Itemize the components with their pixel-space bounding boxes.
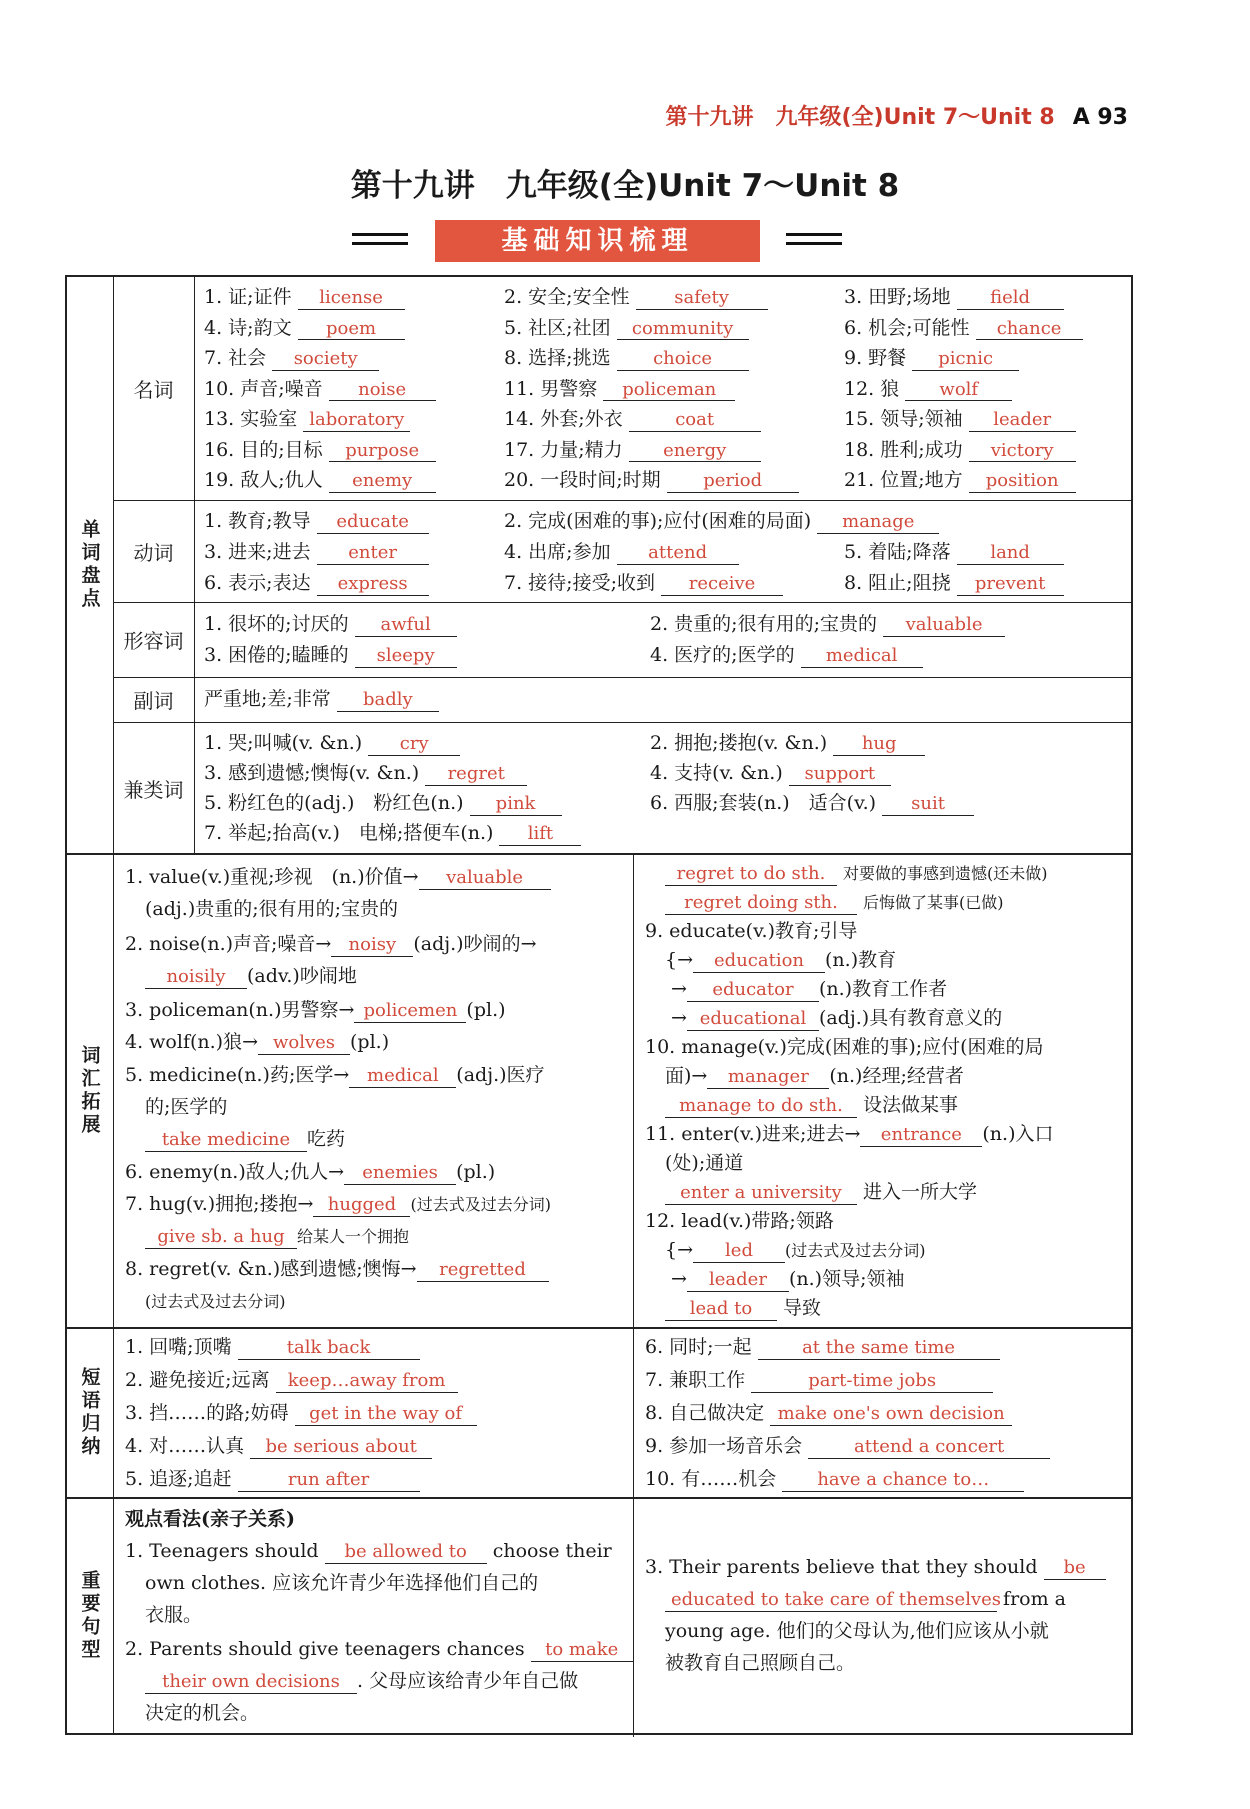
sentence-item: young age. 他们的父母认为,他们应该从小就 bbox=[665, 1620, 1049, 1642]
phrase-item bbox=[645, 1467, 1024, 1492]
noun-label: 名词 bbox=[113, 277, 195, 500]
expand-side-label: 词汇拓展 bbox=[67, 855, 114, 1327]
expand-item: give sb. a hug 给某人一个拥抱 bbox=[145, 1224, 409, 1249]
verb-label: 动词 bbox=[113, 500, 195, 602]
noun-answer: enemy bbox=[329, 471, 436, 493]
phrase-prompt: 6. 同时;一起 bbox=[645, 1336, 752, 1358]
noun-answer: license bbox=[298, 288, 405, 310]
phrase-prompt: 2. 避免接近;远离 bbox=[125, 1369, 270, 1391]
phrase-answer: be serious about bbox=[250, 1437, 432, 1459]
divider bbox=[113, 677, 1131, 678]
adj-row: 3. 困倦的;瞌睡的 sleepy bbox=[204, 643, 457, 668]
phrase-item bbox=[125, 1434, 432, 1459]
phrase-answer: have a chance to… bbox=[782, 1470, 1024, 1492]
expand-item: 7. hug(v.)拥抱;搂抱→ hugged (过去式及过去分词) bbox=[125, 1193, 551, 1215]
banner-right-rule bbox=[786, 233, 842, 245]
noun-prompt: 9. 野餐 bbox=[844, 347, 907, 369]
noun-item bbox=[504, 468, 799, 493]
expand-item: manage to do sth. 设法做某事 bbox=[665, 1093, 958, 1118]
noun-prompt: 5. 社区;社团 bbox=[504, 316, 611, 339]
noun-item bbox=[504, 377, 735, 402]
phrase-item bbox=[645, 1401, 1012, 1426]
noun-prompt: 15. 领导;领袖 bbox=[844, 408, 963, 430]
phrase-item bbox=[645, 1335, 1000, 1360]
expand-item: 9. educate(v.)教育;引导 bbox=[645, 920, 858, 942]
expand-item: → educator (n.)教育工作者 bbox=[665, 978, 948, 1000]
noun-prompt: 10. 声音;噪音 bbox=[204, 377, 323, 400]
verb-row: 5. 着陆;降落 land bbox=[844, 540, 1064, 565]
phrase-prompt: 3. 挡……的路;妨碍 bbox=[125, 1402, 289, 1424]
phrase-prompt: 7. 兼职工作 bbox=[645, 1369, 746, 1391]
sentence-item: their own decisions . 父母应该给青少年自己做 bbox=[145, 1669, 578, 1694]
noun-item bbox=[844, 468, 1076, 493]
phrase-answer: part-time jobs bbox=[751, 1371, 993, 1393]
noun-item bbox=[844, 316, 1083, 341]
noun-item bbox=[844, 407, 1076, 432]
expand-item: {→ education (n.)教育 bbox=[665, 949, 897, 971]
phrase-item bbox=[125, 1467, 420, 1492]
noun-prompt: 3. 田野;场地 bbox=[844, 286, 951, 308]
noun-prompt: 18. 胜利;成功 bbox=[844, 438, 963, 461]
expand-item: {→ led (过去式及过去分词) bbox=[665, 1239, 926, 1261]
phrase-prompt: 1. 回嘴;顶嘴 bbox=[125, 1336, 232, 1358]
expand-item: regret doing sth. 后悔做了某事(已做) bbox=[665, 890, 1004, 915]
noun-item bbox=[504, 438, 761, 463]
noun-prompt: 11. 男警察 bbox=[504, 377, 598, 400]
noun-answer: picnic bbox=[912, 349, 1019, 371]
words-section bbox=[65, 275, 1133, 855]
phrases-section bbox=[65, 1327, 1133, 1499]
noun-answer: position bbox=[969, 471, 1076, 493]
phrase-answer: talk back bbox=[238, 1338, 420, 1360]
sentence-item: own clothes. 应该允许青少年选择他们自己的 bbox=[145, 1572, 539, 1594]
sentence-item: 2. Parents should give teenagers chances to make bbox=[125, 1637, 633, 1662]
expand-item: 10. manage(v.)完成(困难的事);应付(困难的局 bbox=[645, 1036, 1044, 1058]
adj-row: 4. 医疗的;医学的 medical bbox=[650, 643, 923, 668]
noun-answer: safety bbox=[636, 288, 768, 310]
divider bbox=[113, 722, 1131, 723]
phrase-prompt: 9. 参加一场音乐会 bbox=[645, 1435, 803, 1457]
noun-item bbox=[504, 285, 768, 310]
phrase-answer: attend a concert bbox=[808, 1437, 1050, 1459]
sentence-item: 3. Their parents believe that they should be bbox=[645, 1555, 1106, 1580]
noun-prompt: 16. 目的;目标 bbox=[204, 438, 323, 461]
noun-prompt: 6. 机会;可能性 bbox=[844, 316, 970, 339]
divider bbox=[113, 602, 1131, 603]
adj-row: 1. 很坏的;讨厌的 awful bbox=[204, 612, 457, 637]
noun-prompt: 7. 社会 bbox=[204, 347, 267, 369]
expand-item: 8. regret(v. &n.)感到遗憾;懊悔→ regretted bbox=[125, 1257, 549, 1282]
noun-item bbox=[204, 377, 436, 402]
noun-answer: choice bbox=[617, 349, 749, 371]
expand-item: noisily (adv.)吵闹地 bbox=[145, 964, 357, 989]
page-number: A 93 bbox=[1072, 105, 1128, 130]
phrase-item bbox=[125, 1335, 420, 1360]
noun-prompt: 20. 一段时间;时期 bbox=[504, 469, 661, 491]
expand-item: 1. value(v.)重视;珍视 (n.)价值→ valuable bbox=[125, 865, 551, 890]
sentence-item: 决定的机会。 bbox=[145, 1702, 260, 1724]
expand-item: (处);通道 bbox=[665, 1152, 744, 1174]
phrase-prompt: 10. 有……机会 bbox=[645, 1468, 777, 1490]
noun-prompt: 4. 诗;韵文 bbox=[204, 316, 292, 339]
verb-row: 2. 完成(困难的事);应付(困难的局面) manage bbox=[504, 509, 939, 534]
adj-row: 2. 贵重的;很有用的;宝贵的 valuable bbox=[650, 612, 1005, 637]
multi-row: 7. 举起;抬高(v.) 电梯;搭便车(n.) lift bbox=[204, 821, 581, 846]
expand-item: 面)→ manager (n.)经理;经营者 bbox=[665, 1065, 964, 1087]
sentence-item: 衣服。 bbox=[145, 1604, 203, 1626]
noun-item bbox=[204, 438, 436, 463]
multi-row: 1. 哭;叫喊(v. &n.) cry bbox=[204, 731, 460, 756]
section-banner: 基础知识梳理 bbox=[435, 220, 760, 262]
sentences-side-label: 重要句型 bbox=[67, 1499, 114, 1733]
phrase-answer: at the same time bbox=[758, 1338, 1000, 1360]
noun-item bbox=[204, 346, 379, 371]
phrase-item bbox=[645, 1368, 993, 1393]
noun-item bbox=[844, 346, 1019, 371]
noun-answer: period bbox=[667, 471, 799, 493]
noun-answer: noise bbox=[329, 380, 436, 402]
multi-label: 兼类词 bbox=[113, 722, 195, 855]
words-side-label: 单词盘点 bbox=[67, 277, 114, 853]
expand-item: take medicine 吃药 bbox=[145, 1127, 345, 1152]
noun-prompt: 14. 外套;外衣 bbox=[504, 408, 623, 430]
expand-item: enter a university 进入一所大学 bbox=[665, 1180, 977, 1205]
noun-item bbox=[844, 285, 1064, 310]
noun-prompt: 17. 力量;精力 bbox=[504, 438, 623, 461]
noun-prompt: 19. 敌人;仇人 bbox=[204, 469, 323, 491]
noun-item bbox=[504, 407, 761, 432]
noun-answer: poem bbox=[298, 319, 405, 341]
noun-item bbox=[204, 316, 405, 341]
noun-answer: field bbox=[957, 288, 1064, 310]
expand-item: 11. enter(v.)进来;进去→ entrance (n.)入口 bbox=[645, 1123, 1054, 1145]
running-head bbox=[665, 100, 1128, 131]
expand-item: lead to 导致 bbox=[665, 1296, 821, 1321]
phrase-item bbox=[125, 1368, 458, 1393]
sentences-section bbox=[65, 1497, 1133, 1735]
noun-item bbox=[204, 285, 405, 310]
noun-prompt: 1. 证;证件 bbox=[204, 286, 292, 308]
running-head-title: 第十九讲 九年级(全)Unit 7～Unit 8 bbox=[665, 105, 1055, 130]
verb-row: 7. 接待;接受;收到 receive bbox=[504, 571, 783, 596]
noun-answer: policeman bbox=[603, 380, 735, 402]
phrase-item bbox=[125, 1401, 477, 1426]
noun-prompt: 2. 安全;安全性 bbox=[504, 286, 630, 308]
column-divider bbox=[633, 1329, 634, 1501]
verb-row: 8. 阻止;阻挠 prevent bbox=[844, 571, 1064, 596]
noun-answer: community bbox=[617, 319, 749, 341]
multi-row: 6. 西服;套装(n.) 适合(v.) suit bbox=[650, 791, 974, 816]
multi-row: 4. 支持(v. &n.) support bbox=[650, 761, 891, 786]
noun-item bbox=[844, 438, 1076, 463]
banner-left-rule bbox=[352, 233, 408, 245]
divider bbox=[113, 500, 1131, 501]
phrase-item bbox=[645, 1434, 1050, 1459]
phrase-prompt: 8. 自己做决定 bbox=[645, 1402, 765, 1424]
noun-answer: laboratory bbox=[303, 410, 410, 432]
phrase-answer: get in the way of bbox=[295, 1404, 477, 1426]
expand-item: (过去式及过去分词) bbox=[145, 1292, 286, 1311]
noun-answer: wolf bbox=[905, 380, 1012, 402]
expand-item: 的;医学的 bbox=[145, 1096, 228, 1118]
noun-prompt: 8. 选择;挑选 bbox=[504, 347, 611, 369]
sentence-item: 被教育自己照顾自己。 bbox=[665, 1652, 856, 1674]
expand-item: 2. noise(n.)声音;噪音→ noisy (adj.)吵闹的→ bbox=[125, 933, 537, 955]
page-title: 第十九讲 九年级(全)Unit 7～Unit 8 bbox=[350, 168, 900, 204]
verb-row: 1. 教育;教导 educate bbox=[204, 509, 429, 534]
noun-item bbox=[204, 468, 436, 493]
adv-label: 副词 bbox=[113, 677, 195, 722]
noun-item bbox=[504, 316, 749, 341]
expand-item: → leader (n.)领导;领袖 bbox=[665, 1268, 905, 1290]
noun-item bbox=[844, 377, 1012, 402]
sentence-heading: 观点看法(亲子关系) bbox=[125, 1508, 295, 1530]
expand-item: → educational (adj.)具有教育意义的 bbox=[665, 1007, 1003, 1029]
multi-row: 5. 粉红色的(adj.) 粉红色(n.) pink bbox=[204, 791, 562, 816]
noun-answer: chance bbox=[976, 319, 1083, 341]
phrases-side-label: 短语归纳 bbox=[67, 1329, 114, 1497]
phrase-prompt: 4. 对……认真 bbox=[125, 1435, 245, 1457]
noun-answer: purpose bbox=[329, 441, 436, 463]
multi-row: 2. 拥抱;搂抱(v. &n.) hug bbox=[650, 731, 925, 756]
expand-item: 5. medicine(n.)药;医学→ medical (adj.)医疗 bbox=[125, 1064, 545, 1086]
verb-row: 6. 表示;表达 express bbox=[204, 571, 429, 596]
noun-prompt: 21. 位置;地方 bbox=[844, 469, 963, 491]
sentence-item: 1. Teenagers should be allowed to choose their bbox=[125, 1540, 612, 1562]
noun-answer: leader bbox=[969, 410, 1076, 432]
verb-row: 3. 进来;进去 enter bbox=[204, 540, 429, 565]
noun-answer: victory bbox=[969, 441, 1076, 463]
noun-prompt: 13. 实验室 bbox=[204, 408, 298, 430]
phrase-prompt: 5. 追逐;追赶 bbox=[125, 1468, 232, 1490]
phrase-answer: keep…away from bbox=[276, 1371, 458, 1393]
column-divider bbox=[633, 855, 634, 1331]
verb-row: 4. 出席;参加 attend bbox=[504, 540, 739, 565]
noun-answer: society bbox=[272, 349, 379, 371]
phrase-answer: make one's own decision bbox=[770, 1404, 1012, 1426]
sentence-item: educated to take care of themselves from a bbox=[665, 1587, 1066, 1612]
expand-item: regret to do sth. 对要做的事感到遗憾(还未做) bbox=[665, 861, 1048, 886]
expand-item: 6. enemy(n.)敌人;仇人→ enemies (pl.) bbox=[125, 1161, 496, 1183]
adv-row: 严重地;差;非常 badly bbox=[204, 687, 439, 712]
multi-row: 3. 感到遗憾;懊悔(v. &n.) regret bbox=[204, 761, 527, 786]
noun-answer: coat bbox=[629, 410, 761, 432]
expand-section bbox=[65, 853, 1133, 1329]
expand-item: 12. lead(v.)带路;领路 bbox=[645, 1210, 834, 1232]
noun-item bbox=[204, 407, 410, 432]
noun-item bbox=[504, 346, 749, 371]
noun-answer: energy bbox=[629, 441, 761, 463]
adj-label: 形容词 bbox=[113, 602, 195, 677]
expand-item: 3. policeman(n.)男警察→ policemen (pl.) bbox=[125, 999, 506, 1021]
expand-item: 4. wolf(n.)狼→ wolves (pl.) bbox=[125, 1031, 390, 1053]
column-divider bbox=[633, 1499, 634, 1737]
noun-prompt: 12. 狼 bbox=[844, 377, 900, 400]
expand-item: (adj.)贵重的;很有用的;宝贵的 bbox=[145, 898, 399, 920]
phrase-answer: run after bbox=[238, 1470, 420, 1492]
